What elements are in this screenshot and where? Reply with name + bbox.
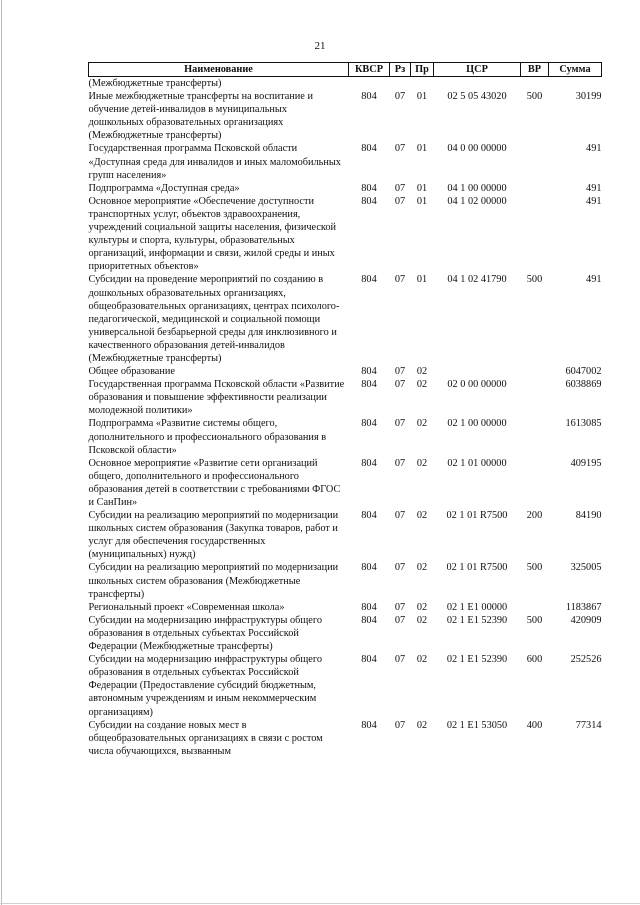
row-vr: 200 bbox=[526, 510, 543, 522]
row-rz: 07 bbox=[394, 614, 406, 626]
row-csr: 02 1 01 00000 bbox=[447, 457, 507, 469]
row-kvsr: 804 bbox=[361, 654, 377, 666]
row-name: Основное мероприятие «Развитие сети организаций общего, дополнительного и профессионального образования детей в соответствии с требованиями ФГОС и СанПин» bbox=[88, 457, 341, 508]
row-csr: 02 1 E1 52390 bbox=[446, 614, 508, 626]
row-kvsr: 804 bbox=[361, 457, 377, 469]
table-row bbox=[89, 378, 602, 417]
row-kvsr: 804 bbox=[361, 182, 377, 194]
header-pr: Пр bbox=[411, 63, 434, 77]
row-rz: 07 bbox=[394, 719, 406, 731]
header-kvsr: КВСР bbox=[349, 63, 390, 77]
header-name: Наименование bbox=[89, 63, 349, 77]
header-vr: ВР bbox=[521, 63, 549, 77]
row-sum: 491 bbox=[586, 195, 602, 207]
row-vr: 500 bbox=[526, 562, 543, 574]
row-pr: 02 bbox=[416, 379, 428, 391]
row-pr bbox=[411, 77, 434, 91]
row-pr: 02 bbox=[416, 719, 428, 731]
table-row bbox=[89, 195, 602, 274]
row-pr: 02 bbox=[416, 457, 428, 469]
row-sum: 1183867 bbox=[565, 601, 602, 613]
row-kvsr: 804 bbox=[361, 143, 377, 155]
row-pr: 02 bbox=[416, 562, 428, 574]
row-kvsr: 804 bbox=[361, 719, 377, 731]
row-vr bbox=[521, 182, 549, 195]
row-name: Общее образование bbox=[88, 366, 175, 378]
row-vr bbox=[521, 365, 549, 378]
table-row bbox=[89, 653, 602, 718]
row-vr bbox=[521, 601, 549, 614]
row-name: Региональный проект «Современная школа» bbox=[88, 601, 285, 613]
row-csr: 04 1 02 00000 bbox=[447, 195, 507, 207]
row-rz: 07 bbox=[394, 91, 406, 103]
header-sum: Сумма bbox=[549, 63, 602, 77]
row-name: Субсидии на модернизацию инфраструктуры общего образования в отдельных субъектах Российской Федерации (Межбюджетные трансферты) bbox=[88, 614, 322, 653]
row-sum: 252526 bbox=[570, 654, 602, 666]
header-rz: Рз bbox=[390, 63, 411, 77]
row-csr: 02 1 E1 53050 bbox=[446, 719, 508, 731]
row-kvsr: 804 bbox=[361, 601, 377, 613]
header-csr: ЦСР bbox=[434, 63, 521, 77]
row-pr: 02 bbox=[416, 418, 428, 430]
row-vr bbox=[521, 457, 549, 509]
table-row bbox=[89, 719, 602, 758]
row-rz: 07 bbox=[394, 195, 406, 207]
row-pr: 02 bbox=[416, 654, 428, 666]
row-sum: 325005 bbox=[570, 562, 602, 574]
row-pr: 01 bbox=[416, 182, 428, 194]
row-pr: 02 bbox=[416, 601, 428, 613]
row-kvsr: 804 bbox=[361, 510, 377, 522]
row-sum: 491 bbox=[586, 182, 602, 194]
row-csr: 02 1 E1 00000 bbox=[446, 601, 508, 613]
row-csr: 02 1 00 00000 bbox=[447, 418, 507, 430]
row-rz: 07 bbox=[394, 457, 406, 469]
table-row bbox=[89, 90, 602, 142]
row-vr: 500 bbox=[526, 91, 543, 103]
table-row bbox=[89, 601, 602, 614]
row-vr bbox=[521, 378, 549, 417]
row-pr: 01 bbox=[416, 91, 428, 103]
row-pr: 02 bbox=[416, 614, 428, 626]
budget-table bbox=[88, 62, 602, 758]
row-vr bbox=[521, 77, 549, 91]
table-row bbox=[89, 509, 602, 561]
row-name: (Межбюджетные трансферты) bbox=[88, 78, 222, 89]
row-kvsr: 804 bbox=[361, 91, 377, 103]
row-sum: 491 bbox=[586, 143, 602, 155]
row-rz: 07 bbox=[394, 510, 406, 522]
row-name: Субсидии на проведение мероприятий по созданию в дошкольных образовательных организациях, общеобразовательных организациях, центрах психолого-педагогической, медицинской и социальной помощи универсальной безбарьерной среды для инклюзивного и качественного образования детей-инвалидов (Межбюджетные трансферты) bbox=[88, 274, 340, 364]
row-csr: 02 1 01 R7500 bbox=[446, 562, 508, 574]
table-row bbox=[89, 417, 602, 456]
row-pr: 01 bbox=[416, 195, 428, 207]
row-sum: 420909 bbox=[570, 614, 602, 626]
row-name: Государственная программа Псковской области «Развитие образования и повышение эффективности реализации молодежной политики» bbox=[88, 379, 345, 417]
row-sum: 1613085 bbox=[565, 418, 602, 430]
page-number: 21 bbox=[314, 40, 326, 52]
row-pr: 02 bbox=[416, 510, 428, 522]
row-kvsr bbox=[349, 77, 390, 91]
table-row bbox=[89, 77, 602, 91]
row-pr: 01 bbox=[416, 274, 428, 286]
row-csr: 02 5 05 43020 bbox=[447, 91, 507, 103]
row-csr: 04 1 00 00000 bbox=[447, 182, 507, 194]
row-name: Субсидии на реализацию мероприятий по модернизации школьных систем образования (Межбюджетные трансферты) bbox=[88, 562, 339, 600]
row-rz: 07 bbox=[394, 654, 406, 666]
row-kvsr: 804 bbox=[361, 418, 377, 430]
row-sum: 77314 bbox=[575, 719, 602, 731]
row-vr: 500 bbox=[526, 614, 543, 626]
row-kvsr: 804 bbox=[361, 274, 377, 286]
table-header-row bbox=[89, 63, 602, 77]
row-vr: 400 bbox=[526, 719, 543, 731]
table-row bbox=[89, 561, 602, 600]
row-sum: 30199 bbox=[575, 91, 602, 103]
table-row bbox=[89, 273, 602, 365]
row-sum bbox=[549, 77, 602, 91]
row-sum: 84190 bbox=[575, 510, 602, 522]
table-row bbox=[89, 182, 602, 195]
row-vr bbox=[521, 417, 549, 456]
row-rz: 07 bbox=[394, 562, 406, 574]
row-csr: 04 1 02 41790 bbox=[447, 274, 507, 286]
row-kvsr: 804 bbox=[361, 366, 377, 378]
row-name: Иные межбюджетные трансферты на воспитание и обучение детей-инвалидов в муниципальных дошкольных образовательных организациях (Межбюджетные трансферты) bbox=[88, 91, 313, 142]
row-rz: 07 bbox=[394, 418, 406, 430]
row-name: Подпрограмма «Доступная среда» bbox=[88, 182, 240, 194]
row-rz: 07 bbox=[394, 601, 406, 613]
row-pr: 01 bbox=[416, 143, 428, 155]
scan-edge-bottom bbox=[0, 903, 640, 904]
row-vr: 600 bbox=[526, 654, 543, 666]
row-csr: 04 0 00 00000 bbox=[447, 143, 507, 155]
row-sum: 6047002 bbox=[565, 366, 602, 378]
row-csr bbox=[434, 77, 521, 91]
row-csr: 02 1 01 R7500 bbox=[446, 510, 508, 522]
row-sum: 409195 bbox=[570, 457, 602, 469]
row-name: Субсидии на создание новых мест в общеобразовательных организациях в связи с ростом числа обучающихся, вызванным bbox=[88, 719, 323, 757]
row-pr: 02 bbox=[416, 366, 428, 378]
row-rz bbox=[390, 77, 411, 91]
row-csr: 02 1 E1 52390 bbox=[446, 654, 508, 666]
row-rz: 07 bbox=[394, 143, 406, 155]
row-kvsr: 804 bbox=[361, 195, 377, 207]
row-rz: 07 bbox=[394, 182, 406, 194]
row-rz: 07 bbox=[394, 379, 406, 391]
table-row bbox=[89, 365, 602, 378]
row-name: Основное мероприятие «Обеспечение доступности транспортных услуг, объектов здравоохранения, учреждений социальной защиты населения, физической культуры и спорта, культуры, образовательных организаций, информации и связи, жилой среды и иных приоритетных объектов» bbox=[88, 195, 337, 273]
row-kvsr: 804 bbox=[361, 562, 377, 574]
table-row bbox=[89, 457, 602, 509]
row-vr: 500 bbox=[526, 274, 543, 286]
table-row bbox=[89, 142, 602, 181]
row-rz: 07 bbox=[394, 366, 406, 378]
row-name: Субсидии на реализацию мероприятий по модернизации школьных систем образования (Закупка товаров, работ и услуг для обеспечения государственных (муниципальных) нужд) bbox=[88, 510, 339, 561]
row-sum: 6038869 bbox=[565, 379, 602, 391]
scan-edge-left bbox=[1, 0, 2, 905]
row-name: Субсидии на модернизацию инфраструктуры общего образования в отдельных субъектах Российской Федерации (Предоставление субсидий бюджетным, автономным учреждениям и иным некоммерческим организациям) bbox=[88, 654, 322, 718]
row-name: Подпрограмма «Развитие системы общего, дополнительного и профессионального образования в Псковской области» bbox=[88, 418, 327, 456]
row-vr bbox=[521, 195, 549, 274]
row-name: Государственная программа Псковской области «Доступная среда для инвалидов и иных маломобильных групп населения» bbox=[88, 143, 341, 181]
row-kvsr: 804 bbox=[361, 379, 377, 391]
table-row bbox=[89, 614, 602, 653]
row-csr: 02 0 00 00000 bbox=[447, 379, 507, 391]
row-kvsr: 804 bbox=[361, 614, 377, 626]
row-rz: 07 bbox=[394, 274, 406, 286]
row-csr bbox=[434, 365, 521, 378]
row-vr bbox=[521, 142, 549, 181]
row-sum: 491 bbox=[586, 274, 602, 286]
